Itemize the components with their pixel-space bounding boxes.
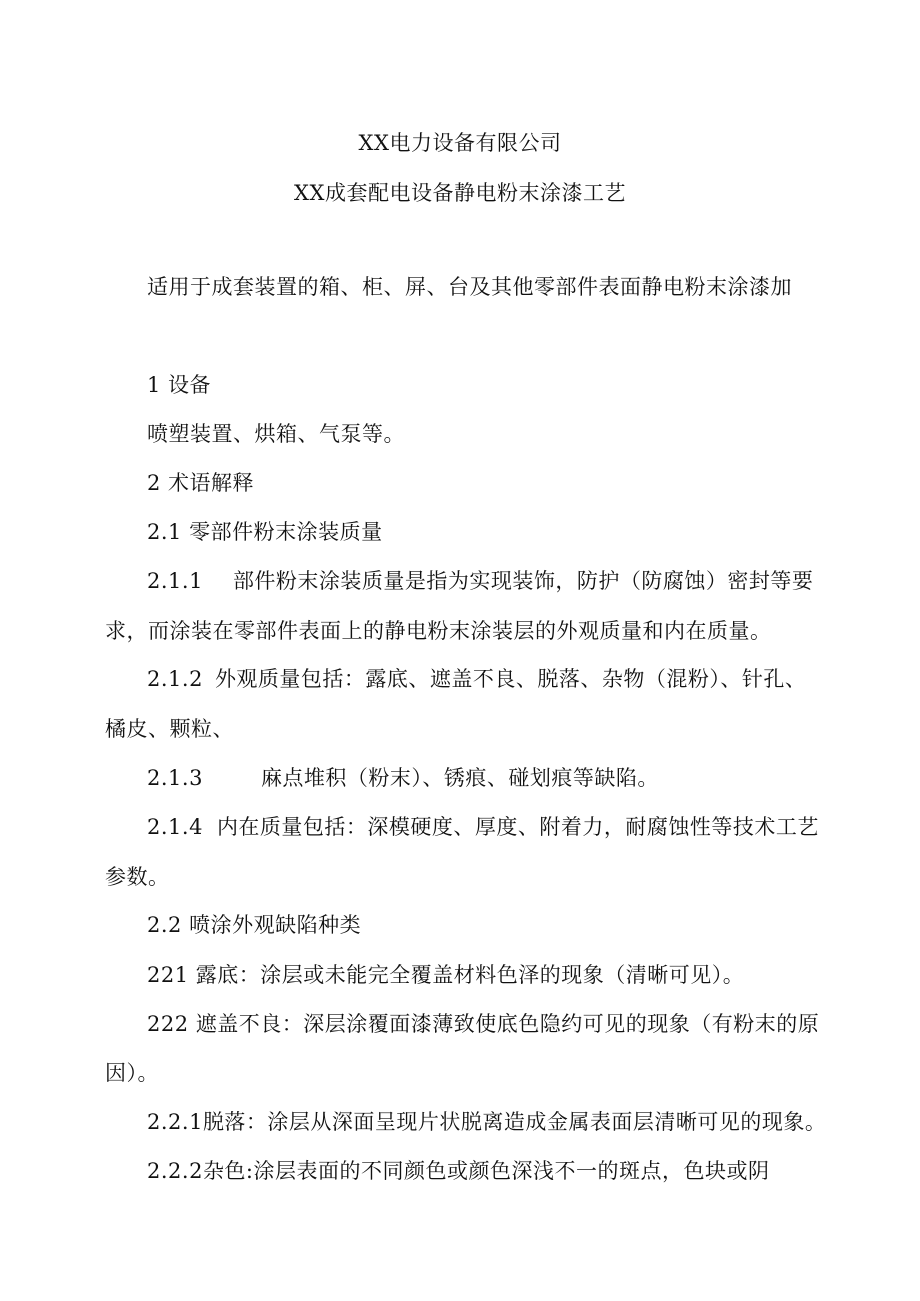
section-2-2-1-number: 2.2.1 [147,1110,203,1134]
section-222-line-2: 因）。 [105,1061,159,1085]
section-2-1-4-number: 2.1.4 [147,815,203,839]
section-2-1-4-line-2: 参数。 [105,865,170,889]
section-222-line-1: 222 遮盖不良：深层涂覆面漆薄致使底色隐约可见的现象（有粉末的原 [147,1012,820,1036]
section-2-1-4-line-1 [147,812,819,842]
section-2-1-1-line-2: 求，而涂装在零部件表面上的静电粉末涂装层的外观质量和内在质量。 [105,619,772,643]
section-2-2-2-line [147,1156,770,1186]
section-2-1-2-line-2: 橘皮、颗粒、 [105,717,234,741]
section-2-2-2-text: 杂色:涂层表面的不同颜色或颜色深浅不一的斑点，色块或阴 [202,1159,770,1183]
section-2-1-2-text: 外观质量包括：露底、遮盖不良、脱落、杂物（混粉）、针孔、 [214,667,807,691]
section-2-2-2-number: 2.2.2 [147,1159,203,1183]
section-2-1-4-text: 内在质量包括：深模硬度、厚度、附着力，耐腐蚀性等技术工艺 [216,815,819,839]
section-2-2-1-text: 脱落：涂层从深面呈现片状脱离造成金属表面层清晰可见的现象。 [202,1110,827,1134]
section-2-2-1-line [147,1107,826,1137]
section-2-1-1-text: 部件粉末涂装质量是指为实现装饰，防护（防腐蚀）密封等要 [232,569,814,593]
section-2-1-1-line-1 [147,566,813,596]
document-title: XX成套配电设备静电粉末涂漆工艺 [294,181,626,205]
section-2-1-heading: 2.1 零部件粉末涂装质量 [147,520,383,544]
section-2-1-2-number: 2.1.2 [147,667,203,691]
section-2-1-3-number: 2.1.3 [147,766,203,790]
section-2-1-3-text: 麻点堆积（粉末）、锈痕、碰划痕等缺陷。 [260,766,659,790]
section-2-1-2-line-1 [147,664,806,694]
scope-statement: 适用于成套装置的箱、柜、屏、台及其他零部件表面静电粉末涂漆加 [147,275,792,299]
section-1-body: 喷塑装置、烘箱、气泵等。 [147,422,405,446]
section-1-heading: 1 设备 [147,373,212,397]
section-2-1-1-number: 2.1.1 [147,569,203,593]
section-2-heading: 2 术语解释 [147,471,255,495]
section-2-1-3-line [147,763,659,793]
company-name: XX电力设备有限公司 [358,131,562,155]
section-221-line: 221 露底：涂层或未能完全覆盖材料色泽的现象（清晰可见）。 [147,963,745,987]
section-2-2-heading: 2.2 喷涂外观缺陷种类 [147,913,362,937]
